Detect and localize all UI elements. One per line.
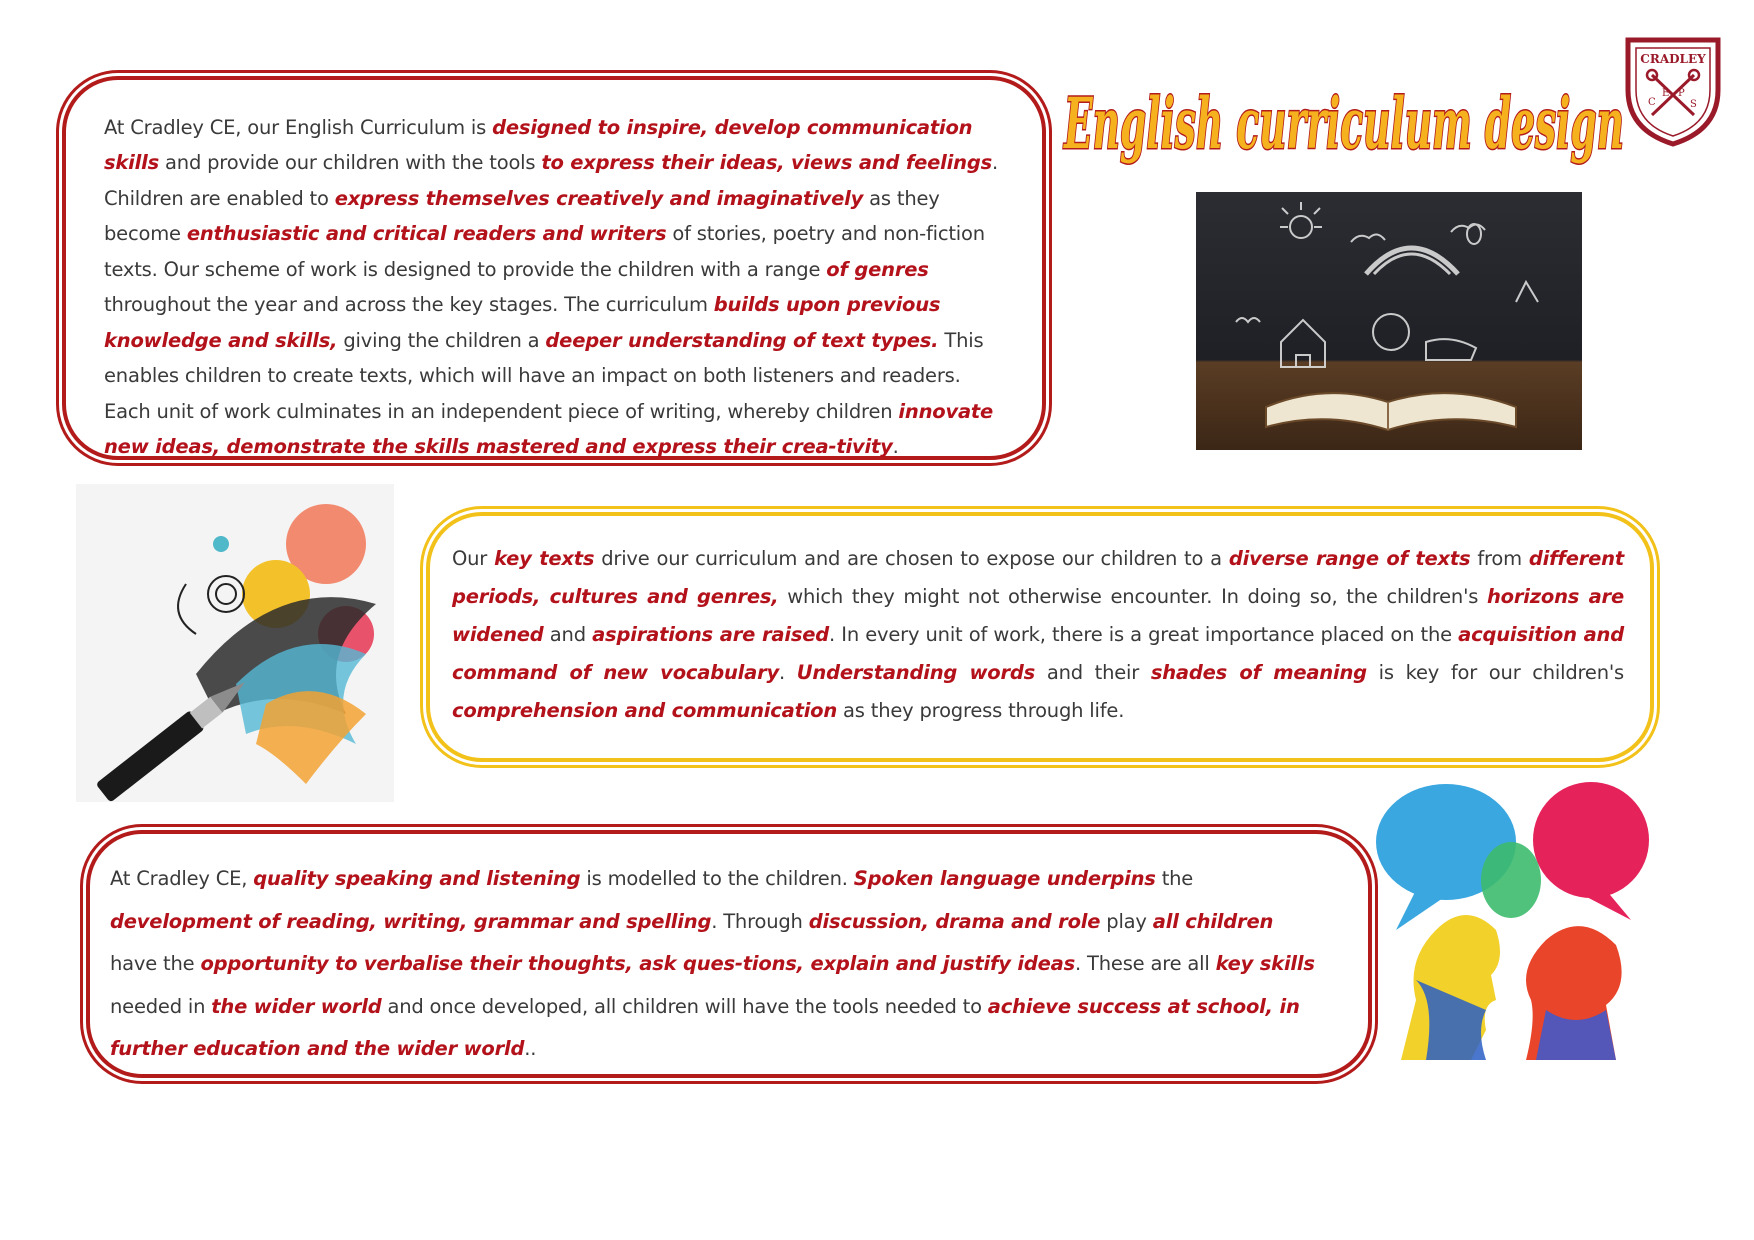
highlighted-phrase: quality speaking and listening [253,867,581,890]
text-run: from [1470,547,1529,570]
crest-letter: E [1662,88,1670,99]
text-run: throughout the year and across the key stages. The curriculum [104,293,714,317]
highlighted-phrase: diverse range of texts [1228,547,1471,570]
text-run: . These are all [1075,952,1216,975]
text-run: as they progress through life. [837,699,1125,723]
text-run: . [779,661,797,685]
highlighted-phrase: acquisition and command of new vocabulary [452,623,1624,685]
text-run: and their [1035,661,1151,685]
text-run: and provide our children with the tools [159,151,542,175]
text-run: have the [110,952,201,975]
highlighted-phrase: comprehension and communication [452,699,838,723]
speech-heads-image [1376,780,1652,1060]
highlighted-phrase: builds upon previous knowledge and skills, [104,293,941,352]
text-run: . Children are enabled to [104,151,998,210]
text-run: and once developed, all children will have the tools needed to [381,994,988,1018]
intro-paragraph [104,110,1009,465]
highlighted-phrase: horizons are widened [452,585,1624,647]
text-run: giving the children a [337,328,546,352]
text-run: Our [452,547,495,570]
highlighted-phrase: Spoken language underpins [853,867,1156,890]
open-book-image [1196,192,1582,450]
text-run: At Cradley CE, our English Curriculum is [104,116,493,139]
text-run: is key for our children's [1366,661,1625,685]
highlighted-phrase: of genres [826,257,929,281]
crest-letter: P [1678,88,1685,99]
highlighted-phrase: discussion, drama and role [808,909,1101,933]
highlighted-phrase: aspirations are raised [592,623,830,647]
text-run: and [543,623,593,647]
text-run: of stories, poetry and non-fiction texts. Our scheme of work is designed to provide the children with a range [104,222,985,281]
highlighted-phrase: the wider world [211,994,382,1018]
highlighted-phrase: different periods, cultures and genres, [452,547,1624,609]
highlighted-phrase: to express their ideas, views and feelings [541,151,992,175]
highlighted-phrase: deeper understanding of text types. [545,328,939,352]
school-crest-logo [1620,30,1726,148]
highlighted-phrase: key skills [1215,952,1315,975]
highlighted-phrase: key texts [494,547,595,570]
text-run: .. [524,1037,537,1060]
highlighted-phrase: designed to inspire, develop communication skills [104,116,973,175]
key-texts-box [426,512,1654,762]
text-run: which they might not otherwise encounter. In doing so, the children's [778,585,1487,609]
key-texts-paragraph [452,540,1624,730]
highlighted-phrase: enthusiastic and critical readers and writers [186,222,667,246]
text-run: play [1100,909,1153,933]
text-run: This enables children to create texts, which will have an impact on both listeners and readers. Each unit of work culminates in an independent piece of writing, whereby children [104,328,984,423]
highlighted-phrase: Understanding words [796,661,1036,685]
highlighted-phrase: shades of meaning [1150,661,1367,685]
speaking-listening-box [86,830,1372,1078]
text-run: drive our curriculum and are chosen to expose our children to a [594,547,1229,570]
crest-letter: S [1690,99,1697,110]
highlighted-phrase: all children [1152,909,1274,933]
highlighted-phrase: opportunity to verbalise their thoughts, ask ques-tions, explain and justify ideas [200,952,1076,975]
speaking-listening-paragraph [110,858,1320,1071]
page-title [1060,60,1640,180]
intro-text-box [62,76,1046,460]
crest-text: CRADLEY [1640,52,1706,66]
text-run: . Through [711,909,809,933]
highlighted-phrase: achieve success at school, in further education and the wider world [110,994,1300,1060]
highlighted-phrase: innovate new ideas, demonstrate the skills mastered and express their crea-tivity [104,399,994,459]
page-title-text: English curriculum design [1062,82,1624,165]
text-run: the [1155,867,1194,890]
fountain-pen-art-image [76,484,394,802]
text-run: as they become [104,186,940,246]
text-run: . [892,435,899,459]
text-run: needed in [110,994,212,1018]
crest-letter: C [1648,97,1656,108]
text-run: . In every unit of work, there is a great importance placed on the [829,623,1459,647]
highlighted-phrase: development of reading, writing, grammar and spelling [110,909,712,933]
text-run: At Cradley CE, [110,867,254,890]
highlighted-phrase: express themselves creatively and imaginatively [334,186,864,210]
text-run: is modelled to the children. [580,867,854,890]
